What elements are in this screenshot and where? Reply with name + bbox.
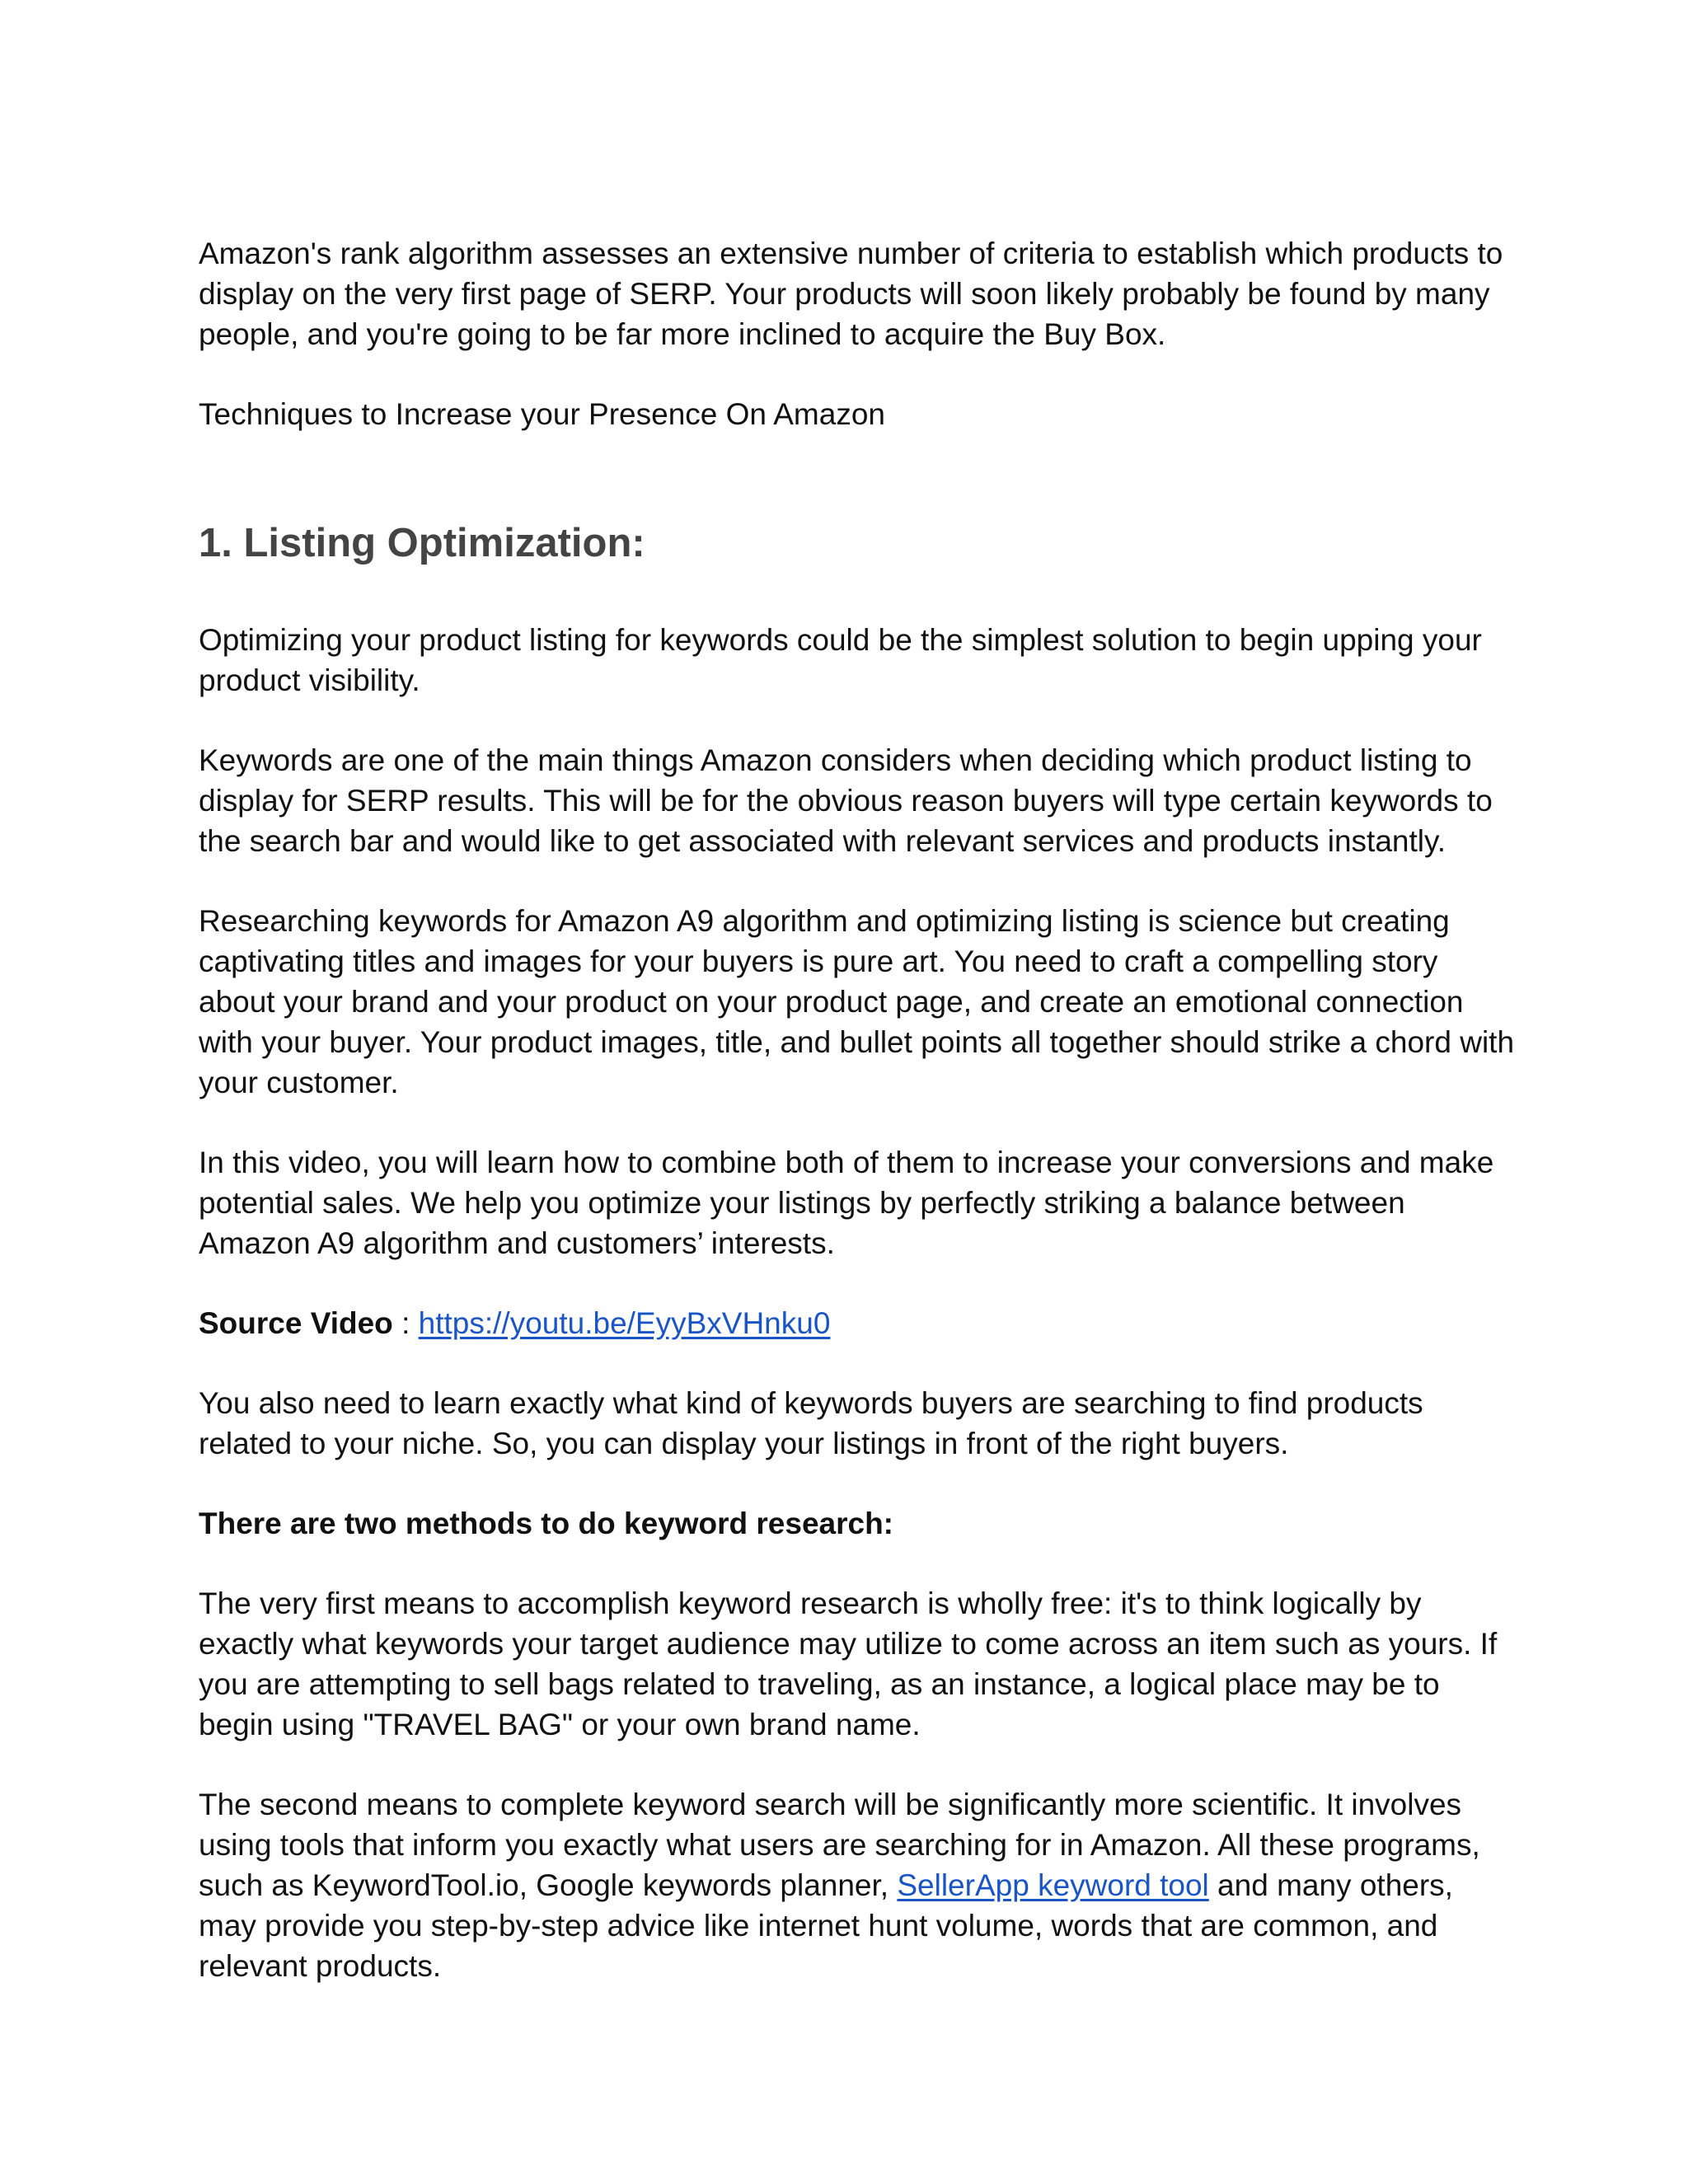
method-one-paragraph: The very first means to accomplish keyword research is wholly free: it's to think logically by exactly what keywords your target audience may utilize to come across an item such as yours. If you are attempting to sell bags related to traveling, as an instance, a logical place may be to begin using "TRAVEL BAG" or your own brand name. <box>199 1586 1498 1741</box>
body-paragraph-2: Keywords are one of the main things Amazon considers when deciding which product listing to display for SERP results. This will be for the obvious reason buyers will type certain keywords to the search bar and would like to get associated with relevant services and products instantly. <box>199 743 1493 858</box>
method-two-text-before-link: The second means to complete keyword search will be significantly more scientific. It involves using tools that inform you exactly what users are searching for in Amazon. All these programs, such as KeywordTool.io, Google keywords planner, <box>199 1788 1480 1902</box>
method-two-paragraph <box>199 1784 1517 1986</box>
sellerapp-keyword-tool-link[interactable]: SellerApp keyword tool <box>897 1868 1209 1902</box>
source-video-label: Source Video <box>199 1306 393 1340</box>
section-heading: 1. Listing Optimization: <box>199 521 645 565</box>
document-body <box>199 233 1517 2026</box>
keywords-paragraph: You also need to learn exactly what kind of keywords buyers are searching to find products related to your niche. So, you can display your listings in front of the right buyers. <box>199 1386 1423 1460</box>
intro-paragraph: Amazon's rank algorithm assesses an extensive number of criteria to establish which products to display on the very first page of SERP. Your products will soon likely probably be found by many people, and you're going to be far more inclined to acquire the Buy Box. <box>199 237 1503 351</box>
body-paragraph-4: In this video, you will learn how to combine both of them to increase your conversions and make potential sales. We help you optimize your listings by perfectly striking a balance between Amazon A9 algorithm and customers’ interests. <box>199 1146 1494 1260</box>
source-video-separator: : <box>392 1306 419 1340</box>
source-video-link[interactable]: https://youtu.be/EyyBxVHnku0 <box>418 1306 831 1340</box>
techniques-line: Techniques to Increase your Presence On Amazon <box>199 397 885 431</box>
body-paragraph-3: Researching keywords for Amazon A9 algorithm and optimizing listing is science but creating captivating titles and images for your buyers is pure art. You need to craft a compelling story about your brand and your product on your product page, and create an emotional connection with your buyer. Your product images, title, and bullet points all together should strike a chord with your customer. <box>199 904 1515 1099</box>
source-video-line <box>199 1303 1517 1343</box>
method-two-text-after-link: and many others, may provide you step-by-step advice like internet hunt volume, words that are common, and relevant products. <box>199 1868 1453 1983</box>
body-paragraph-1: Optimizing your product listing for keywords could be the simplest solution to begin upping your product visibility. <box>199 623 1482 697</box>
methods-heading: There are two methods to do keyword research: <box>199 1507 893 1540</box>
